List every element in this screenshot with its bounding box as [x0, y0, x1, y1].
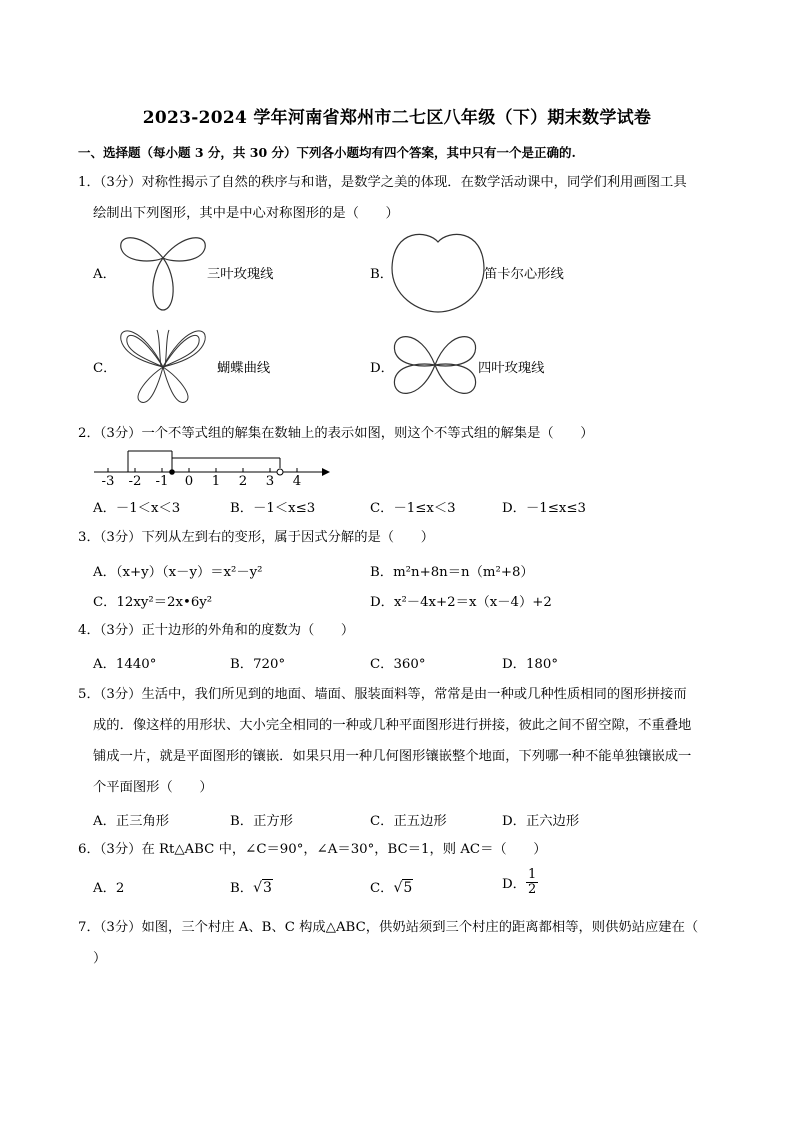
q1-option-c-letter: C． — [93, 361, 117, 376]
q4-option-c: C．360° — [370, 657, 426, 672]
q6-option-d-letter: D． — [502, 877, 526, 892]
number-line-tick-label: -1 — [155, 474, 169, 489]
number-line-tick-label: 3 — [265, 474, 275, 489]
sqrt-symbol: √3 — [253, 880, 272, 896]
four-leaf-rose-icon — [390, 322, 480, 408]
question-7-line-2: ） — [93, 951, 107, 966]
three-leaf-rose-icon — [113, 228, 213, 314]
question-5-line-2: 成的．像这样的用形状、大小完全相同的一种或几种平面图形进行拼接，彼此之间不留空隙，不重叠地 — [93, 718, 692, 733]
q6-option-d — [502, 868, 538, 897]
q4-option-a: A．1440° — [93, 657, 157, 672]
question-3-stem: 3．（3分）下列从左到右的变形，属于因式分解的是（ ） — [78, 530, 434, 545]
q1-option-b-letter: B． — [370, 267, 394, 282]
q6-option-c-radicand: 5 — [403, 880, 413, 896]
q4-option-d: D．180° — [502, 657, 558, 672]
q6-option-c-letter: C． — [370, 881, 394, 896]
q2-option-d: D．－1≤x≤3 — [502, 501, 586, 516]
q5-option-a: A．正三角形 — [93, 814, 170, 829]
question-4-stem: 4．（3分）正十边形的外角和的度数为（ ） — [78, 623, 355, 638]
cardioid-icon — [388, 228, 488, 314]
q3-option-a: A．（x+y）（x－y）＝x²－y² — [93, 565, 263, 580]
number-line-tick-label: 0 — [184, 474, 194, 489]
question-1-line-2: 绘制出下列图形，其中是中心对称图形的是（ ） — [93, 206, 399, 221]
number-line-tick-label: -3 — [101, 474, 115, 489]
page-title: 2023-2024 学年河南省郑州市二七区八年级（下）期末数学试卷 — [142, 108, 652, 128]
q6-option-c — [370, 877, 413, 896]
q6-option-b — [230, 877, 273, 896]
q1-option-a-caption: 三叶玫瑰线 — [207, 267, 274, 282]
question-5-line-4: 个平面图形（ ） — [93, 780, 213, 795]
q3-option-b: B．m²n+8n＝n（m²+8） — [370, 565, 534, 580]
q1-option-d-letter: D． — [370, 361, 394, 376]
q6-option-b-letter: B． — [230, 881, 254, 896]
question-7-line-1: 7．（3分）如图，三个村庄 A、B、C 构成△ABC，供奶站须到三个村庄的距离都相等，则供奶站应建在（ — [78, 920, 699, 935]
q1-option-b-caption: 笛卡尔心形线 — [484, 267, 564, 282]
q6-option-d-numerator: 1 — [527, 867, 537, 882]
q4-option-b: B．720° — [230, 657, 286, 672]
question-2-stem: 2．（3分）一个不等式组的解集在数轴上的表示如图，则这个不等式组的解集是（ ） — [78, 426, 594, 441]
number-line-tick-label: 4 — [292, 474, 302, 489]
number-line-tick-label: -2 — [128, 474, 142, 489]
question-6-stem: 6．（3分）在 Rt△ABC 中，∠C＝90°，∠A＝30°，BC＝1，则 AC＝（ ） — [78, 842, 547, 857]
number-line-tick-label: 2 — [238, 474, 248, 489]
q5-option-b: B．正方形 — [230, 814, 293, 829]
q3-option-c: C．12xy²＝2x•6y² — [93, 595, 213, 610]
q5-option-c: C．正五边形 — [370, 814, 447, 829]
q1-option-d-caption: 四叶玫瑰线 — [478, 361, 545, 376]
q2-option-a: A．－1＜x＜3 — [93, 501, 181, 516]
butterfly-curve-icon — [113, 322, 213, 408]
q6-option-d-denominator: 2 — [527, 882, 537, 897]
sqrt-symbol: √5 — [393, 880, 413, 896]
q2-option-b: B．－1＜x≤3 — [230, 501, 316, 516]
section-heading: 一、选择题（每小题 3 分，共 30 分）下列各小题均有四个答案，其中只有一个是正确的. — [78, 145, 576, 160]
q6-option-a: A．2 — [93, 881, 125, 896]
q5-option-d: D．正六边形 — [502, 814, 580, 829]
q2-option-c: C．－1≤x＜3 — [370, 501, 456, 516]
question-5-line-1: 5．（3分）生活中，我们所见到的地面、墙面、服装面料等，常常是由一种或几种性质相同的图形拼接而 — [78, 687, 687, 702]
q3-option-d: D．x²－4x+2＝x（x－4）+2 — [370, 595, 552, 610]
question-5-line-3: 铺成一片，就是平面图形的镶嵌．如果只用一种几何图形镶嵌整个地面，下列哪一种不能单独镶嵌成一 — [93, 749, 692, 764]
question-1-line-1: 1．（3分）对称性揭示了自然的秩序与和谐，是数学之美的体现．在数学活动课中，同学们利用画图工具 — [78, 175, 687, 190]
q1-option-c-caption: 蝴蝶曲线 — [217, 361, 271, 376]
fraction — [526, 868, 538, 897]
q6-option-b-radicand: 3 — [263, 880, 272, 896]
q1-option-a-letter: A． — [93, 267, 116, 282]
number-line-tick-label: 1 — [211, 474, 221, 489]
